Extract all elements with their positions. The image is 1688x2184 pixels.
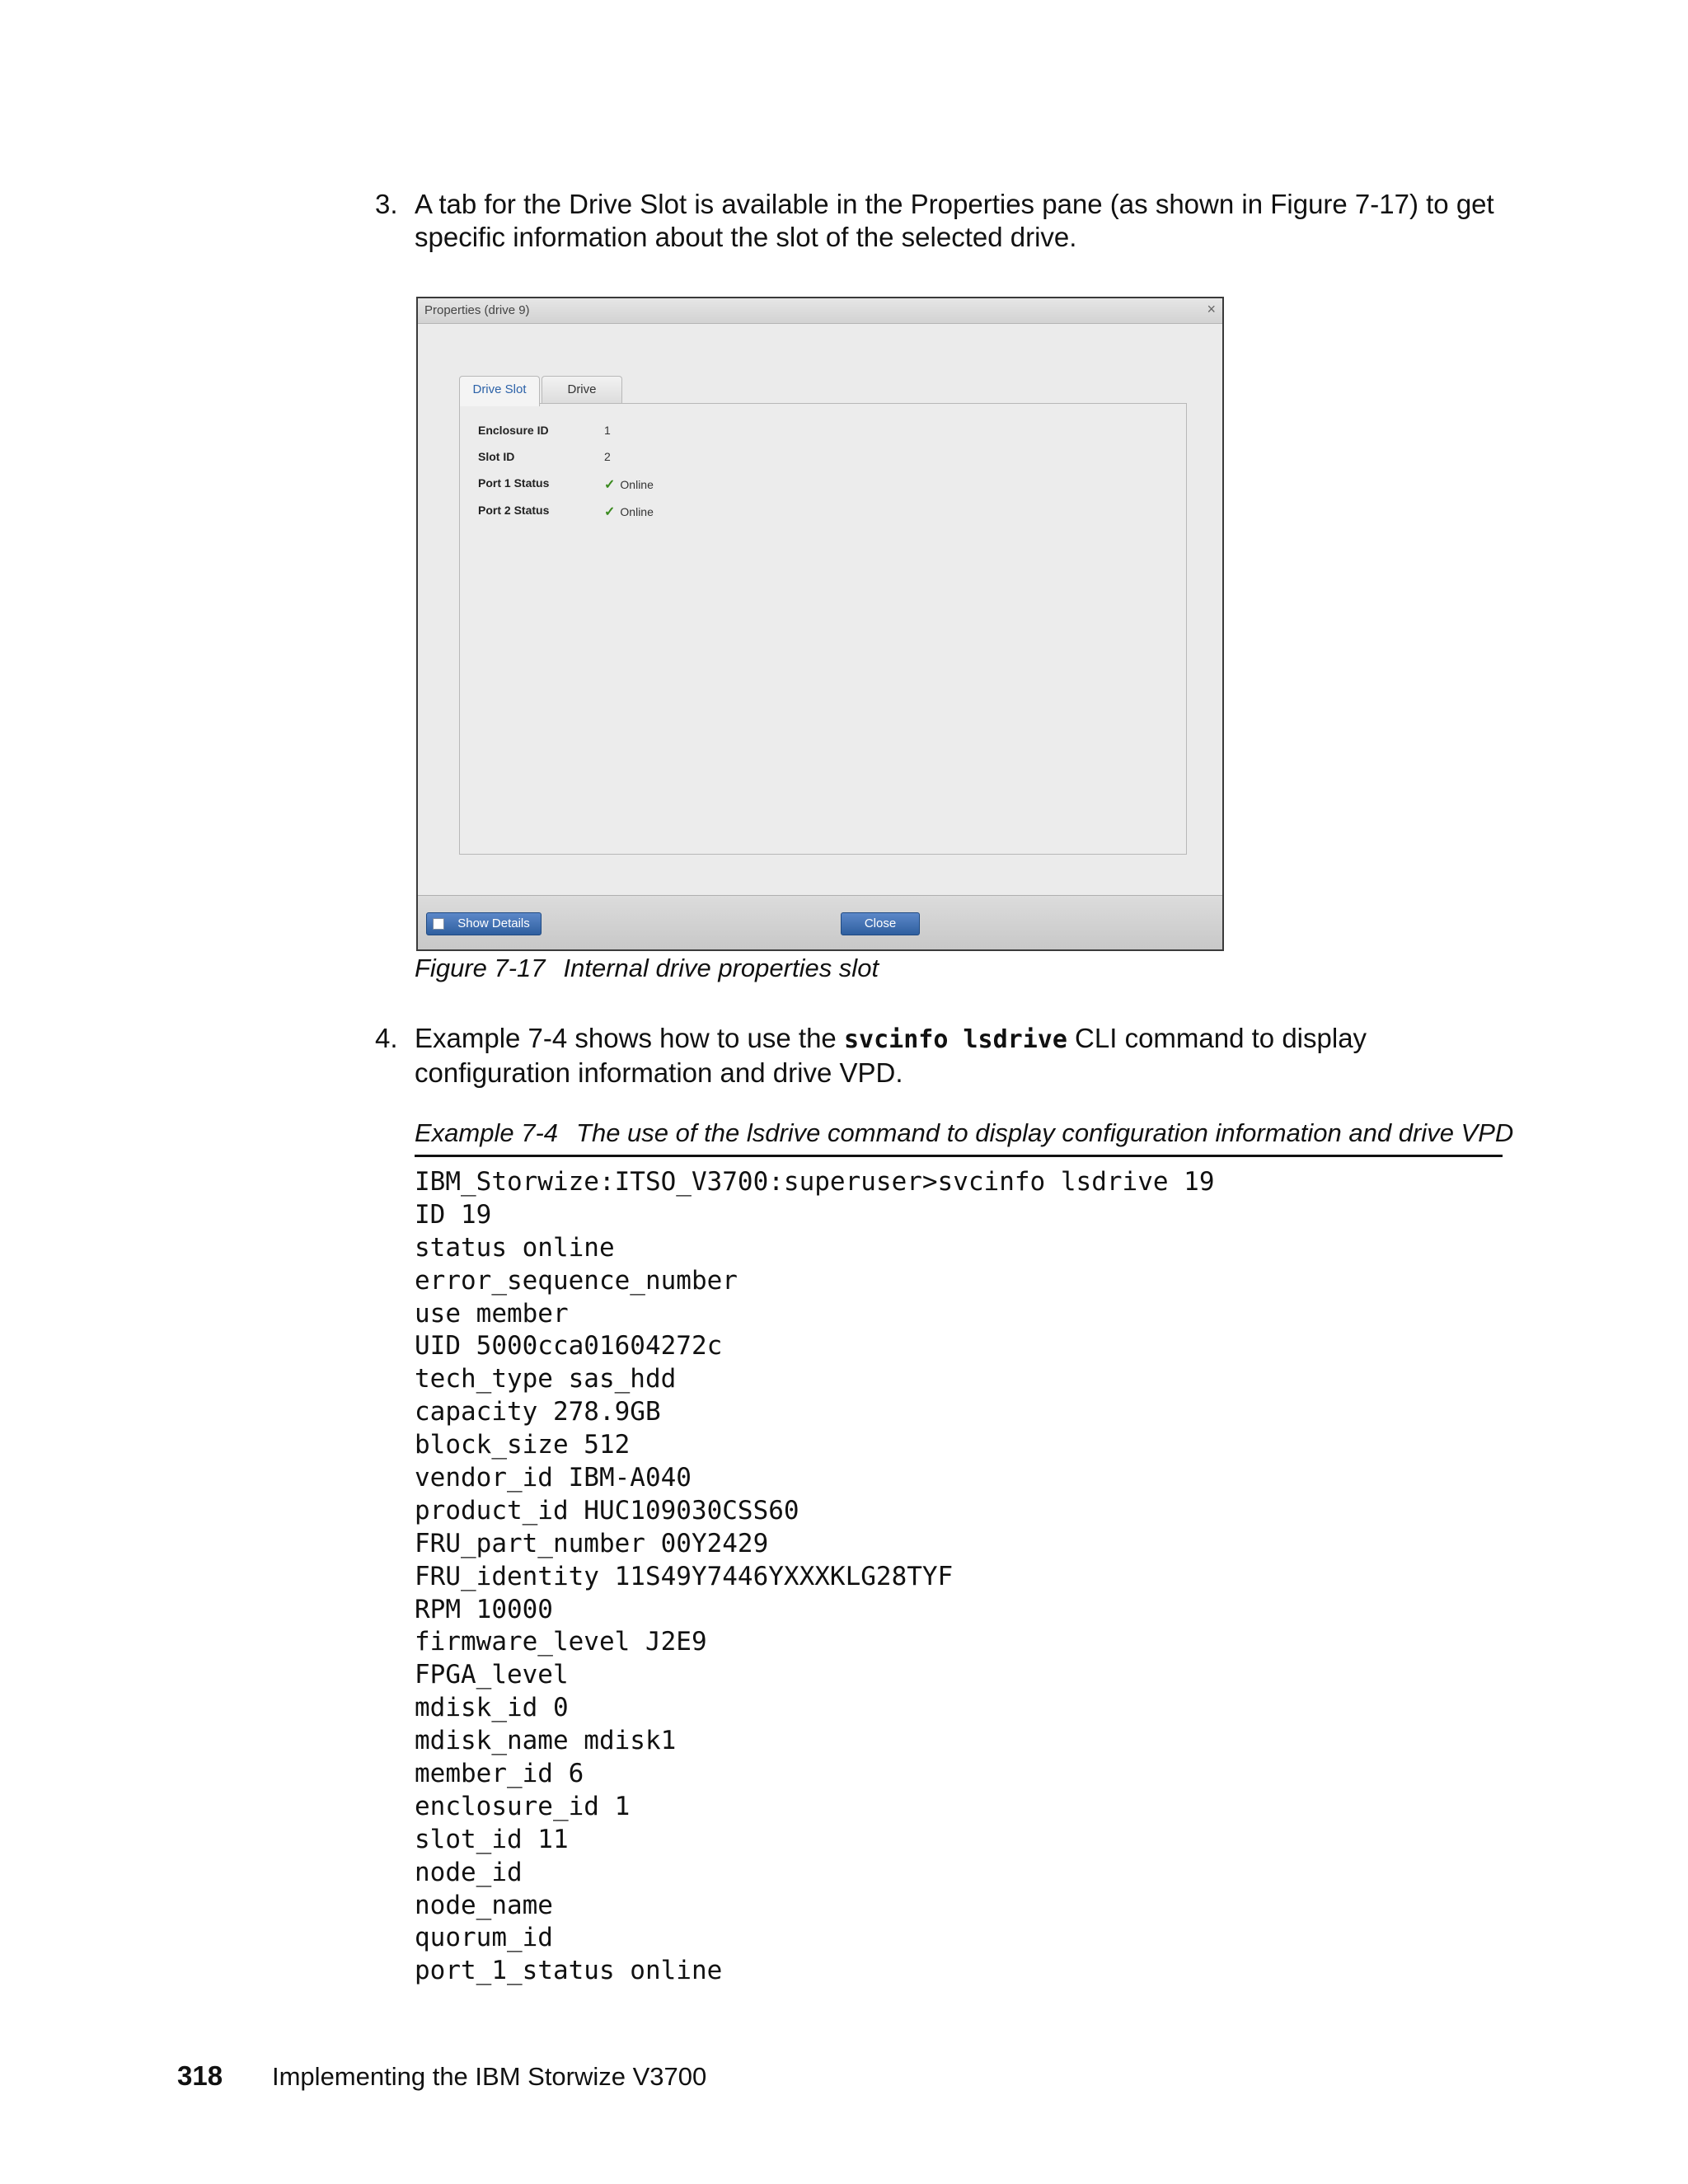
property-label: Port 2 Status	[478, 504, 550, 517]
property-label: Port 1 Status	[478, 476, 550, 490]
dialog-titlebar	[418, 298, 1222, 324]
code-line: tech_type sas_hdd	[415, 1364, 677, 1394]
book-title: Implementing the IBM Storwize V3700	[272, 2062, 707, 2091]
step-number: 3.	[375, 189, 398, 219]
show-details-button[interactable]	[426, 912, 542, 935]
code-line: error_sequence_number	[415, 1265, 738, 1296]
code-line: use member	[415, 1298, 569, 1329]
code-line: capacity 278.9GB	[415, 1397, 661, 1427]
step-text: A tab for the Drive Slot is available in the Properties pane (as shown in Figure 7-17) to get specific information about the slot of the selected drive.	[415, 189, 1494, 252]
checkmark-icon: ✓	[604, 478, 616, 492]
step-4	[375, 1022, 1504, 1090]
code-line: product_id HUC109030CSS60	[415, 1495, 799, 1526]
code-line: FPGA_level	[415, 1660, 569, 1690]
code-line: mdisk_name mdisk1	[415, 1726, 677, 1756]
checkbox-icon[interactable]	[433, 918, 444, 930]
property-label: Enclosure ID	[478, 424, 549, 437]
code-line: UID 5000cca01604272c	[415, 1331, 723, 1361]
code-line: enclosure_id 1	[415, 1791, 631, 1821]
code-listing	[415, 1166, 1215, 1988]
property-value: Online	[620, 505, 654, 518]
example-number: Example 7-4	[415, 1118, 559, 1147]
code-line: firmware_level J2E9	[415, 1627, 707, 1657]
step-number: 4.	[375, 1023, 398, 1053]
code-line: port_1_status online	[415, 1956, 723, 1986]
checkmark-icon: ✓	[604, 505, 616, 519]
code-line: RPM 10000	[415, 1594, 553, 1624]
command-text: svcinfo lsdrive	[843, 1025, 1067, 1054]
property-value: 2	[604, 450, 611, 463]
code-line: mdisk_id 0	[415, 1693, 569, 1723]
code-line: IBM_Storwize:ITSO_V3700:superuser>svcinfo lsdrive 19	[415, 1167, 1215, 1197]
figure-title: Internal drive properties slot	[563, 954, 879, 982]
example-title: The use of the lsdrive command to display configuration information and drive VPD	[576, 1118, 1514, 1147]
code-line: status online	[415, 1232, 615, 1263]
dialog-title: Properties (drive 9)	[424, 303, 530, 317]
property-label: Slot ID	[478, 450, 515, 463]
tab-drive[interactable]: Drive	[542, 376, 622, 404]
code-line: block_size 512	[415, 1430, 631, 1460]
dialog-footer	[418, 895, 1222, 949]
code-line: node_id	[415, 1857, 523, 1887]
code-line: node_name	[415, 1890, 553, 1920]
code-line: vendor_id IBM-A040	[415, 1463, 692, 1493]
property-value: 1	[604, 424, 611, 437]
drive-slot-panel	[459, 403, 1187, 855]
step-text: Example 7-4 shows how to use the svcinfo lsdrive CLI command to display configuration information and drive VPD.	[415, 1023, 1367, 1088]
code-line: ID 19	[415, 1199, 492, 1230]
code-line: FRU_identity 11S49Y7446YXXXKLG28TYF	[415, 1561, 954, 1591]
properties-dialog	[416, 297, 1224, 951]
close-icon[interactable]: ×	[1207, 301, 1216, 317]
code-line: quorum_id	[415, 1923, 553, 1953]
show-details-label: Show Details	[457, 916, 530, 930]
code-line: FRU_part_number 00Y2429	[415, 1528, 769, 1558]
code-line: slot_id 11	[415, 1824, 569, 1854]
code-line: member_id 6	[415, 1759, 584, 1789]
example-rule	[415, 1155, 1503, 1157]
step-3	[375, 188, 1504, 254]
example-caption	[415, 1118, 1513, 1148]
close-button[interactable]: Close	[841, 912, 920, 935]
figure-number: Figure 7-17	[415, 954, 546, 982]
figure-caption	[415, 954, 879, 983]
page-number: 318	[177, 2060, 223, 2091]
property-value: Online	[620, 478, 654, 491]
tab-drive-slot[interactable]: Drive Slot	[459, 376, 540, 406]
